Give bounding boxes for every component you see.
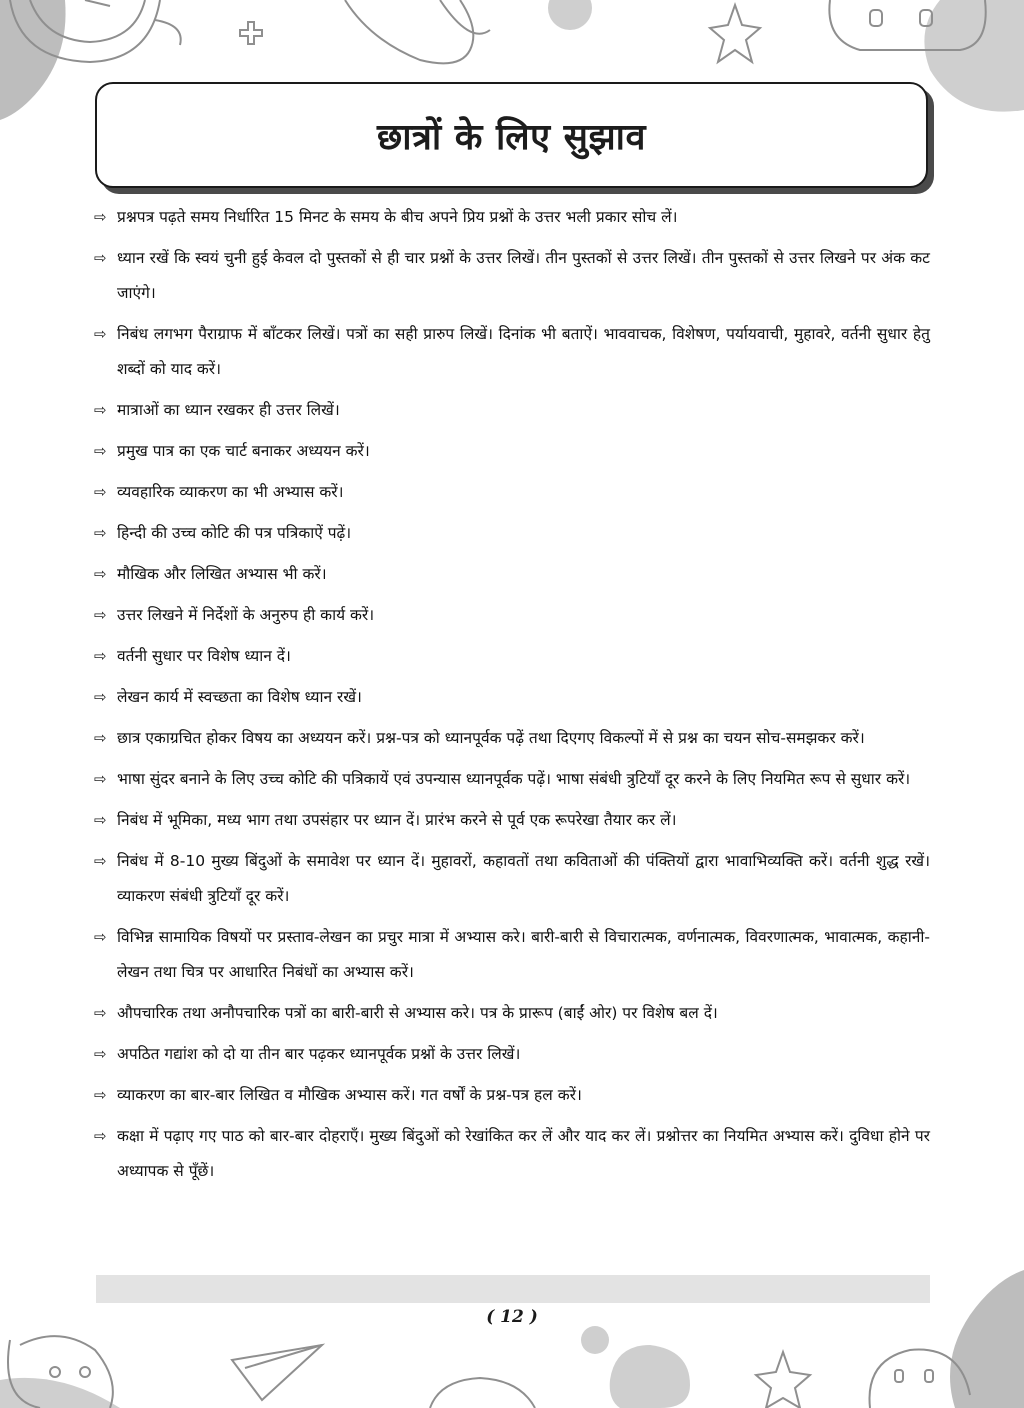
list-item <box>94 557 930 592</box>
top-center-doodles <box>345 0 490 63</box>
outline-right-arrow-icon: ⇨ <box>94 524 107 542</box>
bottom-left-robot-doodle-icon <box>8 1336 113 1408</box>
outline-right-arrow-icon: ⇨ <box>94 565 107 583</box>
bottom-middle-blob <box>610 1345 690 1408</box>
tip-text: अपठित गद्यांश को दो या तीन बार पढ़कर ध्यानपूर्वक प्रश्नों के उत्तर लिखें। <box>117 1045 521 1063</box>
outline-right-arrow-icon: ⇨ <box>94 483 107 501</box>
outline-right-arrow-icon: ⇨ <box>94 1004 107 1022</box>
plus-doodle-icon <box>240 22 262 44</box>
list-item <box>94 317 930 387</box>
outline-right-arrow-icon: ⇨ <box>94 688 107 706</box>
outline-right-arrow-icon: ⇨ <box>94 1127 107 1145</box>
list-item <box>94 1119 930 1189</box>
list-item <box>94 1037 930 1072</box>
tip-text: व्याकरण का बार-बार लिखित व मौखिक अभ्यास करें। गत वर्षों के प्रश्न-पत्र हल करें। <box>117 1086 582 1104</box>
outline-right-arrow-icon: ⇨ <box>94 852 107 870</box>
list-item <box>94 680 930 715</box>
outline-right-arrow-icon: ⇨ <box>94 1045 107 1063</box>
list-item <box>94 393 930 428</box>
outline-right-arrow-icon: ⇨ <box>94 325 107 343</box>
tip-text: उत्तर लिखने में निर्देशों के अनुरुप ही कार्य करें। <box>117 606 375 624</box>
list-item <box>94 200 930 235</box>
star-doodle-icon <box>710 5 760 62</box>
list-item <box>94 721 930 756</box>
page-number: ( 12 ) <box>486 1307 538 1327</box>
tip-text: भाषा सुंदर बनाने के लिए उच्च कोटि की पत्रिकायें एवं उपन्यास ध्यानपूर्वक पढ़ें। भाषा संबंधी त्रुटियाँ दूर करने के लिए नियमित रूप से सुधार करें। <box>117 770 911 788</box>
top-right-blob <box>924 0 1024 112</box>
bottom-right-face-doodle-icon <box>870 1350 971 1408</box>
tip-text: लेखन कार्य में स्वच्छता का विशेष ध्यान रखें। <box>117 688 362 706</box>
footer-bar <box>96 1275 930 1303</box>
list-item <box>94 762 930 797</box>
tip-text: प्रश्नपत्र पढ़ते समय निर्धारित 15 मिनट के समय के बीच अपने प्रिय प्रश्नों के उत्तर भली प्रकार सोच लें। <box>117 208 678 226</box>
tip-text: निबंध लगभग पैराग्राफ में बाँटकर लिखें। पत्रों का सही प्रारुप लिखें। दिनांक भी बताऐं। भाववाचक, विशेषण, पर्यायवाची, मुहावरे, वर्तनी सुधार हेतु शब्दों को याद करें। <box>117 325 930 378</box>
tip-text: विभिन्न सामायिक विषयों पर प्रस्ताव-लेखन का प्रचुर मात्रा में अभ्यास करे। बारी-बारी से विचारात्मक, वर्णनात्मक, विवरणात्मक, भावात्मक, कहानी-लेखन तथा चित्र पर आधारित निबंधों का अभ्यास करें। <box>117 928 930 981</box>
tip-text: निबंध में 8-10 मुख्य बिंदुओं के समावेश पर ध्यान दें। मुहावरों, कहावतों तथा कविताओं की पंक्तियों द्वारा भावाभिव्यक्ति करें। वर्तनी शुद्ध रखें। व्याकरण संबंधी त्रुटियाँ दूर करें। <box>117 852 930 905</box>
tip-text: व्यवहारिक व्याकरण का भी अभ्यास करें। <box>117 483 344 501</box>
list-item <box>94 639 930 674</box>
tip-text: ध्यान रखें कि स्वयं चुनी हुई केवल दो पुस्तकों से ही चार प्रश्नों के उत्तर लिखें। तीन पुस्तकों से उत्तर लिखें। तीन पुस्तकों से उत्तर लिखने पर अंक कट जाएंगे। <box>117 249 930 302</box>
list-item <box>94 844 930 914</box>
tip-text: वर्तनी सुधार पर विशेष ध्यान दें। <box>117 647 291 665</box>
page-title: छात्रों के लिए सुझाव <box>376 116 647 158</box>
outline-right-arrow-icon: ⇨ <box>94 811 107 829</box>
tip-text: मौखिक और लिखित अभ्यास भी करें। <box>117 565 327 583</box>
bottom-left-blob <box>0 1378 120 1408</box>
tip-text: निबंध में भूमिका, मध्य भाग तथा उपसंहार पर ध्यान दें। प्रारंभ करने से पूर्व एक रूपरेखा तैयार कर लें। <box>117 811 677 829</box>
outline-right-arrow-icon: ⇨ <box>94 442 107 460</box>
top-center-circle <box>548 0 592 30</box>
outline-right-arrow-icon: ⇨ <box>94 729 107 747</box>
tip-text: हिन्दी की उच्च कोटि की पत्र पत्रिकाऐं पढ़ें। <box>117 524 352 542</box>
tip-text: मात्राओं का ध्यान रखकर ही उत्तर लिखें। <box>117 401 340 419</box>
bottom-star-doodle-icon <box>756 1352 810 1408</box>
list-item <box>94 996 930 1031</box>
outline-right-arrow-icon: ⇨ <box>94 401 107 419</box>
list-item <box>94 920 930 990</box>
robot-doodle-icon <box>829 0 985 50</box>
clock-doodle-icon <box>10 0 181 62</box>
tip-text: छात्र एकाग्रचित होकर विषय का अध्ययन करें। प्रश्न-पत्र को ध्यानपूर्वक पढ़ें तथा दिएगए विकल्पों में से प्रश्न का चयन सोच-समझकर करें। <box>117 729 865 747</box>
bottom-middle-doodles <box>430 1378 535 1408</box>
tip-text: औपचारिक तथा अनौपचारिक पत्रों का बारी-बारी से अभ्यास करे। पत्र के प्रारूप (बाईं ओर) पर विशेष बल दें। <box>117 1004 718 1022</box>
list-item <box>94 241 930 311</box>
list-item <box>94 475 930 510</box>
outline-right-arrow-icon: ⇨ <box>94 1086 107 1104</box>
outline-right-arrow-icon: ⇨ <box>94 249 107 267</box>
tips-list <box>94 200 930 1195</box>
outline-right-arrow-icon: ⇨ <box>94 606 107 624</box>
top-left-blob <box>0 0 66 120</box>
list-item <box>94 516 930 551</box>
tip-text: कक्षा में पढ़ाए गए पाठ को बार-बार दोहराएँ। मुख्य बिंदुओं को रेखांकित कर लें और याद कर लें। प्रश्नोत्तर का नियमित अभ्यास करें। दुविधा होने पर अध्यापक से पूँछें। <box>117 1127 930 1180</box>
tip-text: प्रमुख पात्र का एक चार्ट बनाकर अध्ययन करें। <box>117 442 370 460</box>
list-item <box>94 598 930 633</box>
list-item <box>94 803 930 838</box>
outline-right-arrow-icon: ⇨ <box>94 928 107 946</box>
outline-right-arrow-icon: ⇨ <box>94 647 107 665</box>
title-box <box>95 82 928 188</box>
bottom-small-circle <box>581 1326 609 1354</box>
outline-right-arrow-icon: ⇨ <box>94 208 107 226</box>
list-item <box>94 1078 930 1113</box>
bottom-right-blob <box>950 1270 1024 1408</box>
outline-right-arrow-icon: ⇨ <box>94 770 107 788</box>
list-item <box>94 434 930 469</box>
paper-plane-doodle-icon <box>232 1345 322 1400</box>
